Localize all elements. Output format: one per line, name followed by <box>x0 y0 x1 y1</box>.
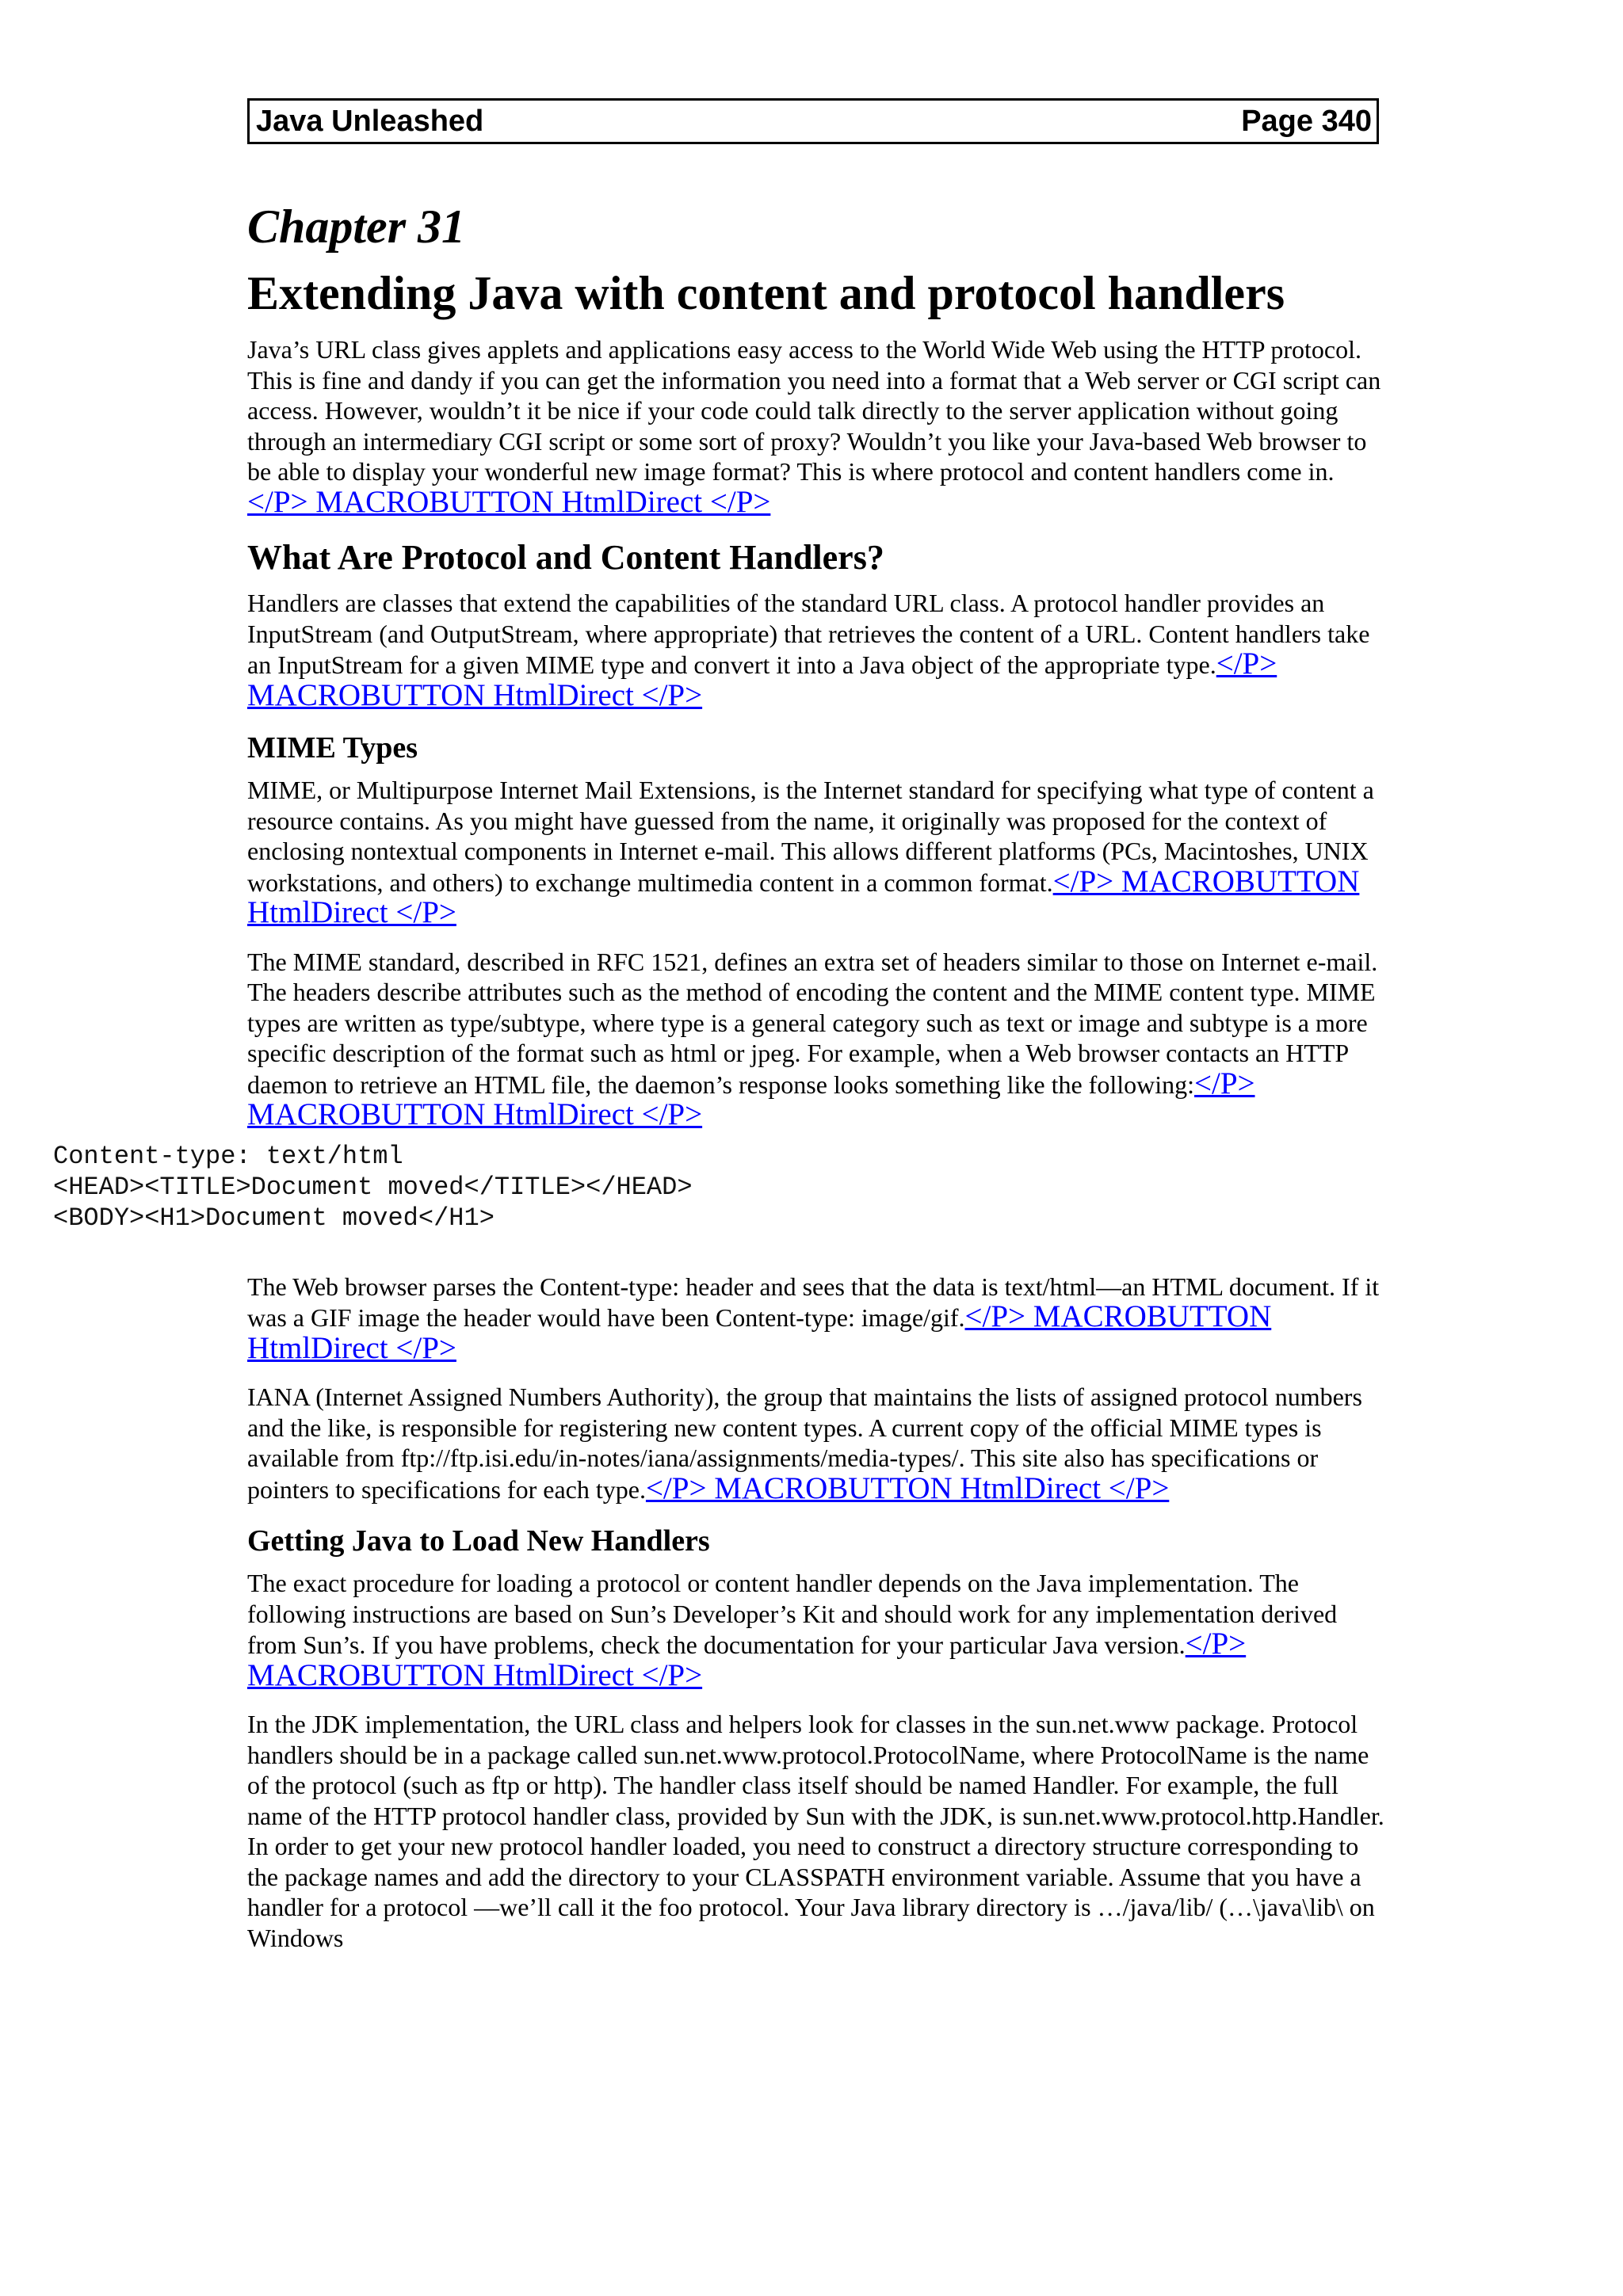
section-heading-handlers: What Are Protocol and Content Handlers? <box>247 538 884 577</box>
mime-paragraph-4 <box>247 1382 1384 1505</box>
section-heading-loading: Getting Java to Load New Handlers <box>247 1524 710 1558</box>
macrobutton-link[interactable]: </P> MACROBUTTON HtmlDirect </P> <box>247 1627 1247 1692</box>
macrobutton-link[interactable]: </P> MACROBUTTON HtmlDirect </P> <box>247 864 1360 929</box>
handlers-paragraph <box>247 588 1384 711</box>
mime-text-4: IANA (Internet Assigned Numbers Authority), the group that maintains the lists of assigned protocol numbers and the like, is responsible for registering new content types. A current copy of the official MIME types is available from ftp://ftp.isi.edu/in-notes/iana/assignments/media-types/. This site also has specifications or pointers to specifications for each type. <box>247 1383 1362 1504</box>
mime-paragraph-2 <box>247 947 1384 1131</box>
handlers-text: Handlers are classes that extend the capabilities of the standard URL class. A protocol handler provides an InputStream (and OutputStream, where appropriate) that retrieves the content of a URL. Content handlers take an InputStream for a given MIME type and convert it into a Java object of the appropriate type. <box>247 589 1370 679</box>
macrobutton-link[interactable]: </P> MACROBUTTON HtmlDirect </P> <box>247 484 771 519</box>
mime-text-2: The MIME standard, described in RFC 1521, defines an extra set of headers similar to those on Internet e-mail. The headers describe attributes such as the method of encoding the content and the MIME content type. MIME types are written as type/subtype, where type is a general category such as text or image and subtype is a more specific description of the format such as html or jpeg. For example, when a Web browser contacts an HTTP daemon to retrieve an HTML file, the daemon’s response looks something like the following: <box>247 947 1378 1099</box>
chapter-title: Extending Java with content and protocol handlers <box>247 267 1285 319</box>
macrobutton-link[interactable]: </P> MACROBUTTON HtmlDirect </P> <box>247 646 1277 712</box>
section-heading-mime: MIME Types <box>247 731 418 765</box>
page-number: Page 340 <box>1241 104 1372 138</box>
intro-paragraph <box>247 334 1384 518</box>
code-block: Content-type: text/html <HEAD><TITLE>Document moved</TITLE></HEAD> <BODY><H1>Document moved</H1> <box>53 1141 693 1233</box>
mime-text-1: MIME, or Multipurpose Internet Mail Extensions, is the Internet standard for specifying what type of content a resource contains. As you might have guessed from the name, it originally was proposed for the context of enclosing nontextual components in Internet e-mail. This allows different platforms (PCs, Macintoshes, UNIX workstations, and others) to exchange multimedia content in a common format. <box>247 776 1374 897</box>
mime-text-3: The Web browser parses the Content-type: header and sees that the data is text/html—an HTML document. If it was a GIF image the header would have been Content-type: image/gif. <box>247 1272 1380 1332</box>
mime-paragraph-1 <box>247 775 1384 929</box>
macrobutton-link[interactable]: </P> MACROBUTTON HtmlDirect </P> <box>247 1066 1255 1131</box>
book-title: Java Unleashed <box>256 104 484 138</box>
loading-paragraph-1 <box>247 1568 1384 1691</box>
loading-text-2: In the JDK implementation, the URL class and helpers look for classes in the sun.net.www package. Protocol handlers should be in a package called sun.net.www.protocol.ProtocolName, where ProtocolName is the name of the protocol (such as ftp or http). The handler class itself should be named Handler. For example, the full name of the HTTP protocol handler class, provided by Sun with the JDK, is sun.net.www.protocol.http.Handler. In order to get your new protocol handler loaded, you need to construct a directory structure corresponding to the package names and add the directory to your CLASSPATH environment variable. Assume that you have a handler for a protocol —we’ll call it the foo protocol. Your Java library directory is …/java/lib/ (…\java\lib\ on Windows <box>247 1710 1384 1952</box>
intro-text: Java’s URL class gives applets and applications easy access to the World Wide Web using the HTTP protocol. This is fine and dandy if you can get the information you need into a format that a Web server or CGI script can access. However, wouldn’t it be nice if your code could talk directly to the server application without going through an intermediary CGI script or some sort of proxy? Wouldn’t you like your Java-based Web browser to be able to display your wonderful new image format? This is where protocol and content handlers come in. <box>247 335 1381 486</box>
macrobutton-link[interactable]: </P> MACROBUTTON HtmlDirect </P> <box>645 1470 1170 1505</box>
loading-paragraph-2 <box>247 1709 1384 1953</box>
macrobutton-link[interactable]: </P> MACROBUTTON HtmlDirect </P> <box>247 1299 1272 1365</box>
page-header <box>247 98 1379 144</box>
page-content <box>53 198 1388 1970</box>
loading-text-1: The exact procedure for loading a protocol or content handler depends on the Java implementation. The following instructions are based on Sun’s Developer’s Kit and should work for any implementation derived from Sun’s. If you have problems, check the documentation for your particular Java version. <box>247 1569 1338 1659</box>
chapter-number: Chapter 31 <box>247 200 466 253</box>
mime-paragraph-3 <box>247 1272 1384 1365</box>
